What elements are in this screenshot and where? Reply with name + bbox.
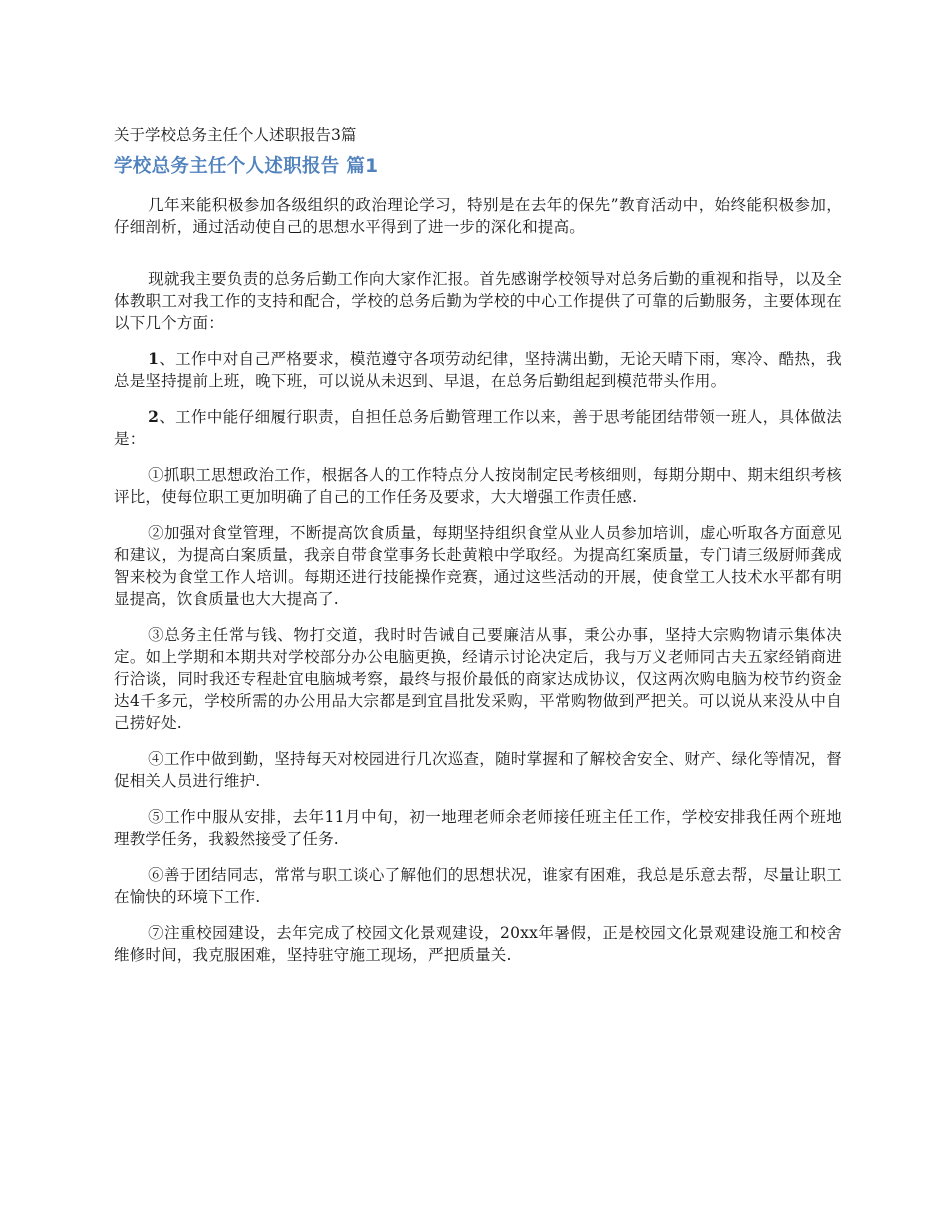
paragraph: [114, 522, 842, 610]
item-number: 1: [148, 349, 160, 368]
paragraph: [114, 922, 842, 966]
paragraph-text: ⑤工作中服从安排，去年11月中旬，初一地理老师余老师接任班主任工作，学校安排我任两个班地理教学任务，我毅然接受了任务.: [114, 808, 842, 848]
paragraph: [114, 348, 842, 392]
paragraph-text: ⑥善于团结同志，常常与职工谈心了解他们的思想状况，谁家有困难，我总是乐意去帮，尽量让职工在愉快的环境下工作.: [114, 866, 842, 906]
document-page: [114, 124, 842, 980]
paragraph: [114, 748, 842, 792]
paragraph-text: ②加强对食堂管理，不断提高饮食质量，每期坚持组织食堂从业人员参加培训，虚心听取各方面意见和建议，为提高白案质量，我亲自带食堂事务长赴黄粮中学取经。为提高红案质量，专门请三级厨师龚成智来校为食堂工作人培训。每期还进行技能操作竞赛，通过这些活动的开展，使食堂工人技术水平都有明显提高，饮食质量也大大提高了.: [114, 524, 842, 608]
document-title: 关于学校总务主任个人述职报告3篇: [114, 126, 357, 144]
section-heading: 学校总务主任个人述职报告 篇1: [114, 156, 379, 177]
paragraph-text: ⑦注重校园建设，去年完成了校园文化景观建设，20xx年暑假，正是校园文化景观建设施工和校舍维修时间，我克服困难，坚持驻守施工现场，严把质量关.: [114, 924, 842, 964]
paragraph: [114, 406, 842, 450]
paragraph: [114, 806, 842, 850]
item-number: 2: [148, 407, 160, 426]
paragraph: [114, 624, 842, 734]
paragraph: [114, 864, 842, 908]
paragraph-text: 几年来能积极参加各级组织的政治理论学习，特别是在去年的保先”教育活动中，始终能积极参加，仔细剖析，通过活动使自己的思想水平得到了进一步的深化和提高。: [114, 196, 842, 236]
paragraph: [114, 464, 842, 508]
paragraph-text: 现就我主要负责的总务后勤工作向大家作汇报。首先感谢学校领导对总务后勤的重视和指导，以及全体教职工对我工作的支持和配合，学校的总务后勤为学校的中心工作提供了可靠的后勤服务，主要体现在以下几个方面：: [114, 270, 842, 332]
paragraph: [114, 268, 842, 334]
paragraph-text: 、工作中对自己严格要求，模范遵守各项劳动纪律，坚持满出勤，无论天晴下雨，寒冷、酷热，我总是坚持提前上班，晚下班，可以说从未迟到、早退，在总务后勤组起到模范带头作用。: [114, 350, 842, 390]
paragraph-text: ①抓职工思想政治工作，根据各人的工作特点分人按岗制定民考核细则，每期分期中、期末组织考核评比，使每位职工更加明确了自己的工作任务及要求，大大增强工作责任感.: [114, 466, 842, 506]
paragraph-text: 、工作中能仔细履行职责，自担任总务后勤管理工作以来，善于思考能团结带领一班人，具体做法是：: [114, 408, 842, 448]
paragraph: [114, 194, 842, 238]
paragraph-text: ④工作中做到勤，坚持每天对校园进行几次巡查，随时掌握和了解校舍安全、财产、绿化等情况，督促相关人员进行维护.: [114, 750, 842, 790]
paragraph-text: ③总务主任常与钱、物打交道，我时时告诫自己要廉洁从事，秉公办事，坚持大宗购物请示集体决定。如上学期和本期共对学校部分办公电脑更换，经请示讨论决定后，我与万义老师同古夫五家经销商进行洽谈，同时我还专程赴宜电脑城考察，最终与报价最低的商家达成协议，仅这两次购电脑为校节约资金达4千多元，学校所需的办公用品大宗都是到宜昌批发采购，平常购物做到严把关。可以说从来没从中自己捞好处.: [114, 626, 842, 732]
